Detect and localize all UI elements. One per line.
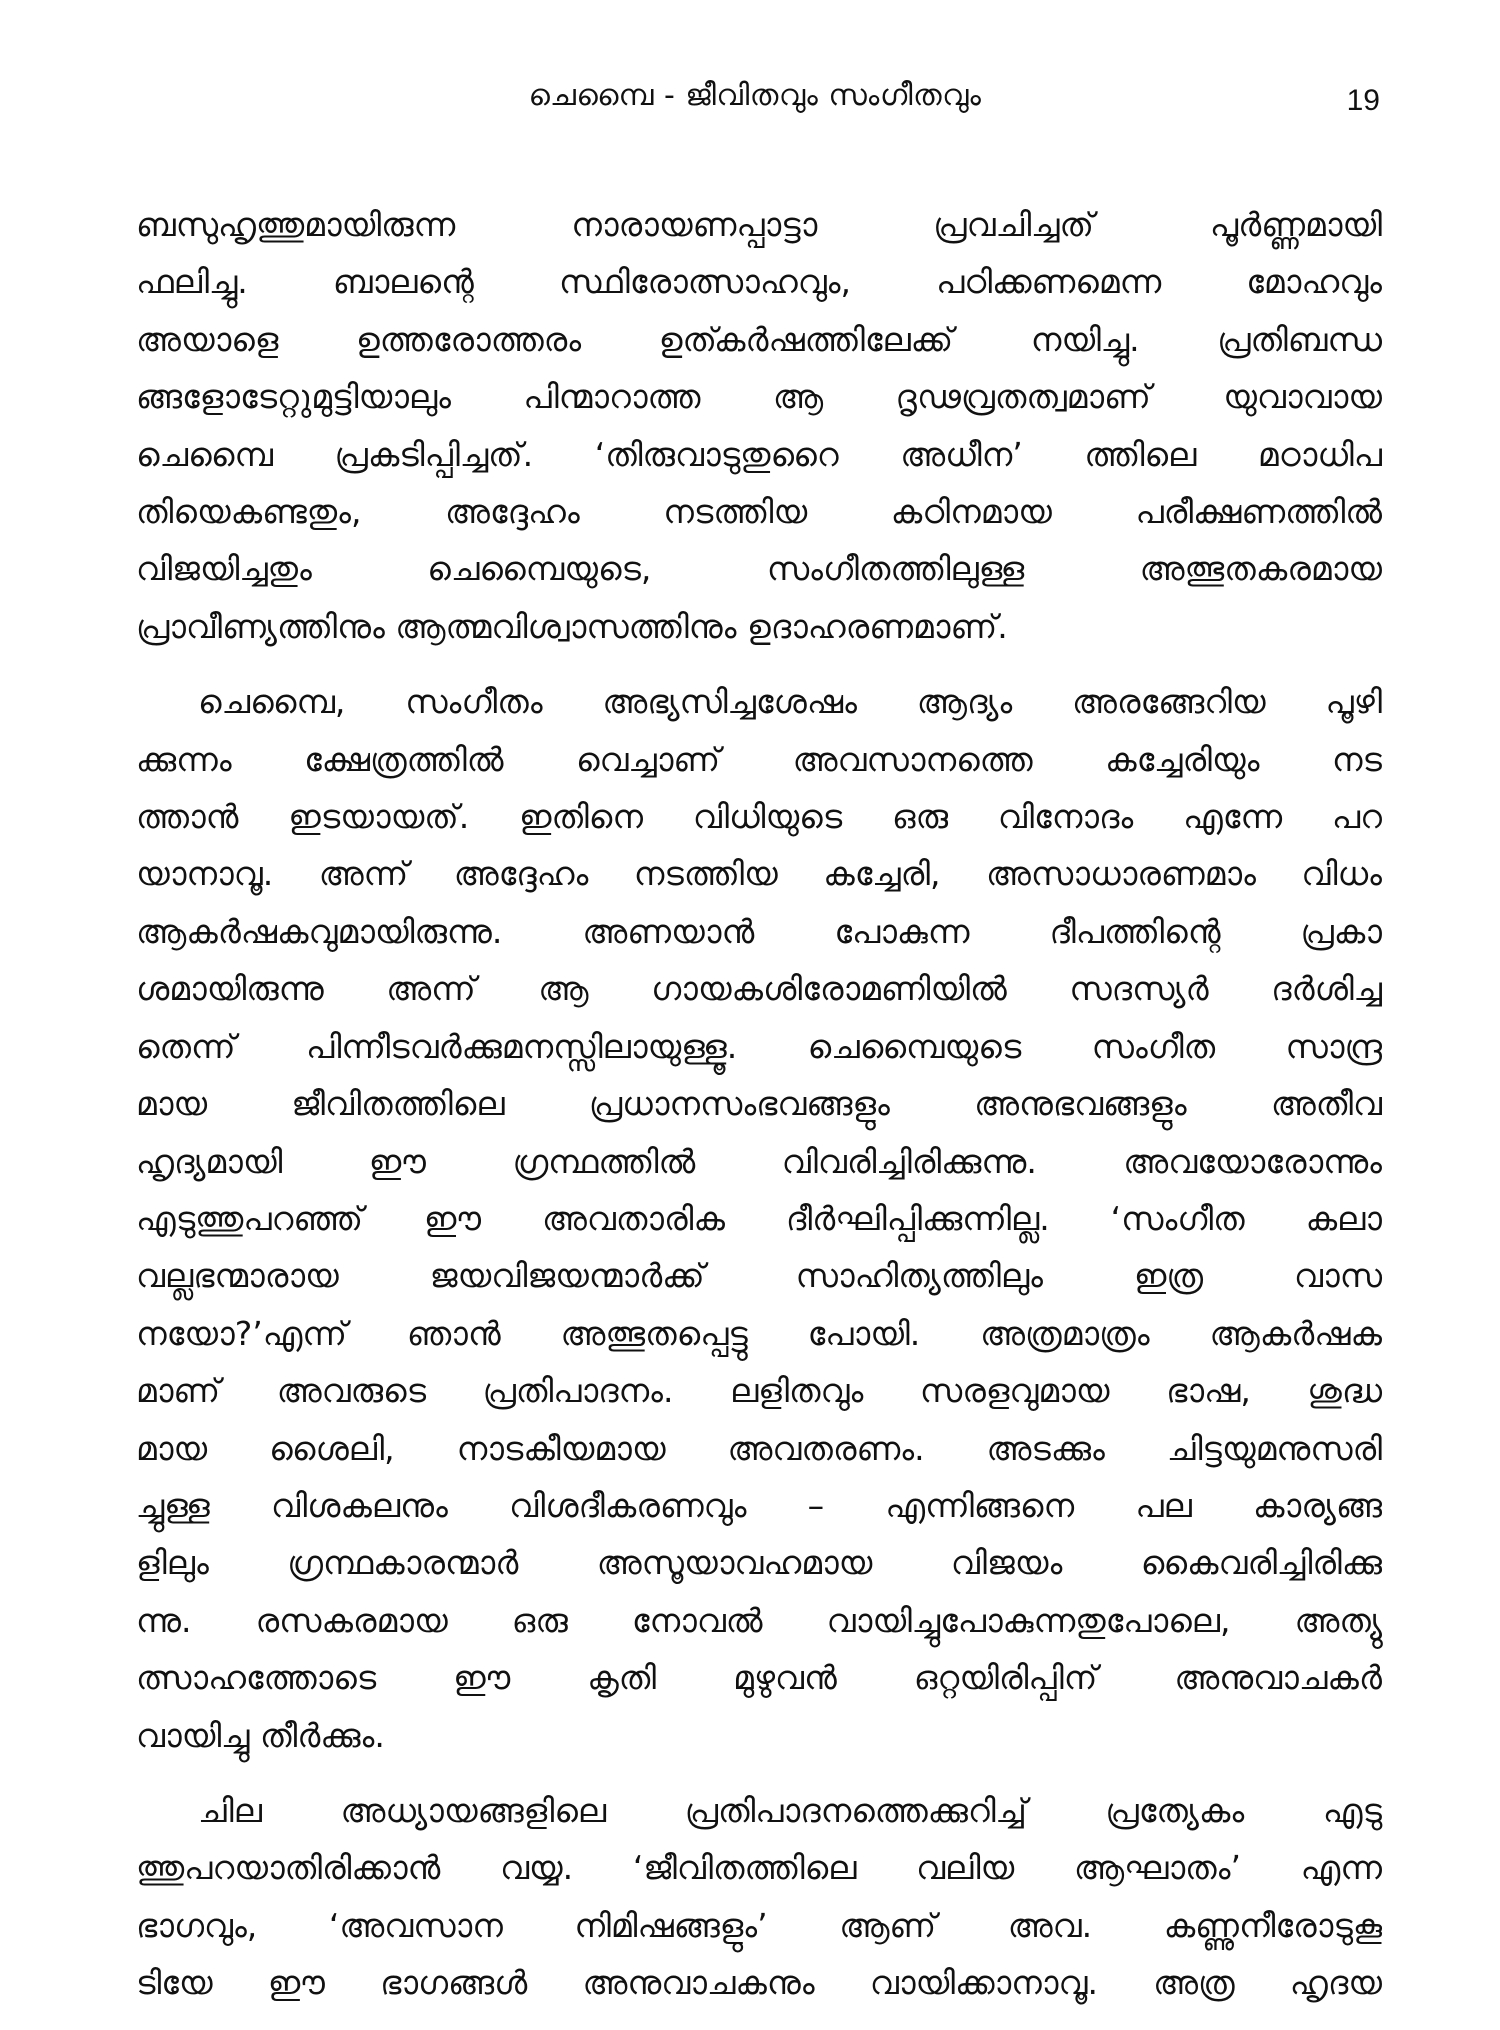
paragraph-1 [136,196,1382,655]
text-line: ആകർഷകവുമായിരുന്നു. അണയാൻ പോകുന്ന ദീപത്തിന്റെ പ്രകാ [136,911,1382,951]
text-line: അയാളെ ഉത്തരോത്തരം ഉത്കർഷത്തിലേക്ക് നയിച്ചു. പ്രതിബന്ധ [136,319,1382,359]
text-line: ച്ചുള്ള വിശകലനും വിശദീകരണവും – എന്നിങ്ങനെ പല കാര്യങ്ങ [136,1485,1382,1525]
text-line: ത്തുപറയാതിരിക്കാൻ വയ്യ. ‘ജീവിതത്തിലെ വലിയ ആഘാതം’ എന്ന [136,1848,1382,1888]
text-line: ചെമ്പൈ പ്രകടിപ്പിച്ചത്. ‘തിരുവാടുതുറൈ അധീന’ ത്തിലെ മഠാധിപ [136,434,1382,474]
text-line: മായ ശൈലി, നാടകീയമായ അവതരണം. അടക്കും ചിട്ടയുമനുസരി [136,1428,1382,1468]
text-line: ഹൃദ്യമായി ഈ ഗ്രന്ഥത്തിൽ വിവരിച്ചിരിക്കുന്നു. അവയോരോന്നും [136,1141,1382,1181]
text-line: മായ ജീവിതത്തിലെ പ്രധാനസംഭവങ്ങളും അനുഭവങ്ങളും അതീവ [136,1084,1382,1124]
text-line: പ്രാവീണ്യത്തിനും ആത്മവിശ്വാസത്തിനും ഉദാഹരണമാണ്. [136,606,1008,646]
text-line: വിജയിച്ചതും ചെമ്പൈയുടെ, സംഗീതത്തിലുള്ള അത്ഭുതകരമായ [136,549,1382,589]
text-line: ചില അധ്യായങ്ങളിലെ പ്രതിപാദനത്തെക്കുറിച്ച് പ്രത്യേകം എടു [198,1790,1382,1830]
text-line: ശമായിരുന്നു അന്ന് ആ ഗായകശിരോമണിയിൽ സദസ്യർ ദർശിച്ച [136,969,1382,1009]
text-line: നയോ?’എന്ന് ഞാൻ അത്ഭുതപ്പെട്ടു പോയി. അത്രമാത്രം ആകർഷക [136,1313,1382,1353]
text-line: തിയെകണ്ടതും, അദ്ദേഹം നടത്തിയ കഠിനമായ പരീക്ഷണത്തിൽ [136,492,1382,532]
text-line: വല്ലഭന്മാരായ ജയവിജയന്മാർക്ക് സാഹിത്യത്തിലും ഇത്ര വാസ [136,1256,1382,1296]
paragraph-2 [136,673,1382,1764]
text-line: എടുത്തുപറഞ്ഞ് ഈ അവതാരിക ദീർഘിപ്പിക്കുന്നില്ല. ‘സംഗീത കലാ [136,1198,1382,1238]
text-line: ങ്ങളോടേറ്റുമുട്ടിയാലും പിന്മാറാത്ത ആ ദൃഢവ്രതത്വമാണ് യുവാവായ [136,377,1382,417]
text-line: ചെമ്പൈ, സംഗീതം അഭ്യസിച്ചശേഷം ആദ്യം അരങ്ങേറിയ പൂഴി [198,682,1382,722]
text-line: വായിച്ചു തീർക്കും. [136,1715,385,1755]
text-line: ഭാഗവും, ‘അവസാന നിമിഷങ്ങളും’ ആണ് അവ. കണ്ണുനീരോടുകൂ [136,1905,1382,1945]
page-number: 19 [1346,84,1380,117]
text-line: തെന്ന് പിന്നീടവർക്കുമനസ്സിലായുള്ളൂ. ചെമ്പൈയുടെ സംഗീത സാന്ദ്ര [136,1026,1382,1066]
running-title: ചെമ്പൈ - ജീവിതവും സംഗീതവും [528,78,982,113]
paragraph-3 [136,1782,1382,2012]
text-line: ന്നു. രസകരമായ ഒരു നോവൽ വായിച്ചുപോകുന്നതുപോലെ, അത്യു [136,1600,1382,1640]
body-text [136,196,1382,2030]
text-line: ത്സാഹത്തോടെ ഈ കൃതി മുഴുവൻ ഒറ്റയിരിപ്പിന് അനുവാചകർ [136,1658,1382,1698]
text-line: യാനാവൂ. അന്ന് അദ്ദേഹം നടത്തിയ കച്ചേരി, അസാധാരണമാം വിധം [136,854,1382,894]
page-header [130,78,1380,128]
text-line: ളിലും ഗ്രന്ഥകാരന്മാർ അസൂയാവഹമായ വിജയം കൈവരിച്ചിരിക്കു [136,1543,1382,1583]
text-line: ബസുഹൃത്തുമായിരുന്ന നാരായണപ്പാട്ടാ പ്രവചിച്ചത് പൂർണ്ണമായി [136,205,1382,244]
text-line: ടിയേ ഈ ഭാഗങ്ങൾ അനുവാചകനും വായിക്കാനാവൂ. അത്ര ഹൃദയ [136,1963,1382,2003]
text-line: ഫലിച്ചു. ബാലന്റെ സ്ഥിരോത്സാഹവും, പഠിക്കണമെന്ന മോഹവും [136,262,1382,302]
text-line: ത്താൻ ഇടയായത്. ഇതിനെ വിധിയുടെ ഒരു വിനോദം എന്നേ പറ [136,797,1382,837]
text-line: ക്കുന്നം ക്ഷേത്രത്തിൽ വെച്ചാണ് അവസാനത്തെ കച്ചേരിയും നട [136,739,1382,779]
text-line: മാണ് അവരുടെ പ്രതിപാദനം. ലളിതവും സരളവുമായ ഭാഷ, ശുദ്ധ [136,1371,1382,1411]
